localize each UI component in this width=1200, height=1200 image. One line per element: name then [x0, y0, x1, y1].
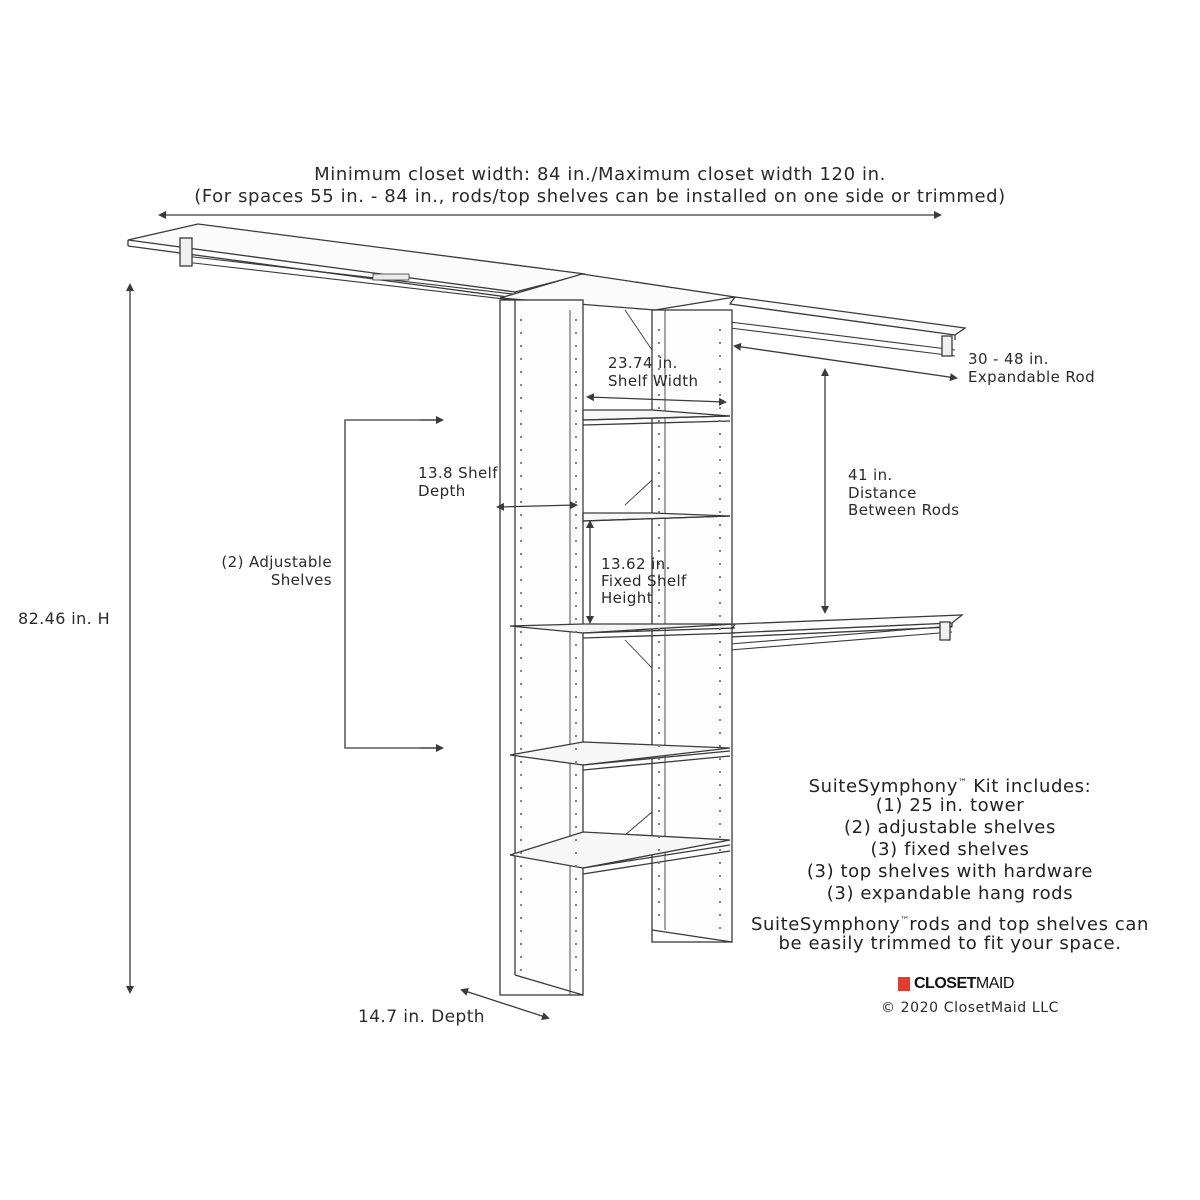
hole-dot	[520, 319, 522, 321]
hole-dot	[658, 849, 660, 851]
hole-dot	[520, 371, 522, 373]
hole-dot	[658, 446, 660, 448]
hole-dot	[658, 823, 660, 825]
hole-dot	[520, 696, 522, 698]
hole-dot	[658, 524, 660, 526]
hole-dot	[520, 501, 522, 503]
hole-dot	[658, 602, 660, 604]
hole-dot	[575, 345, 577, 347]
hole-dot	[658, 511, 660, 513]
hole-dot	[520, 631, 522, 633]
hole-dot	[520, 930, 522, 932]
hole-dot	[658, 706, 660, 708]
hole-dot	[719, 797, 721, 799]
hole-dot	[575, 969, 577, 971]
hole-dot	[658, 641, 660, 643]
hole-dot	[575, 800, 577, 802]
hole-dot	[658, 680, 660, 682]
hole-dot	[520, 800, 522, 802]
hole-dot	[520, 839, 522, 841]
hole-dot	[575, 735, 577, 737]
hole-dot	[575, 917, 577, 919]
hole-dot	[658, 485, 660, 487]
kit-brand-tm: ™	[957, 778, 967, 788]
kit-note-line-1	[740, 911, 1160, 936]
logo-bold: CLOSET	[914, 975, 976, 992]
hole-dot	[575, 878, 577, 880]
hole-dot	[520, 449, 522, 451]
hole-dot	[719, 706, 721, 708]
hole-dot	[719, 498, 721, 500]
hole-dot	[520, 683, 522, 685]
hole-dot	[719, 628, 721, 630]
hole-dot	[719, 680, 721, 682]
expandable-rod-value: 30 - 48 in.	[968, 350, 1049, 368]
hole-dot	[658, 628, 660, 630]
hole-dot	[575, 514, 577, 516]
fixed-shelf-height-label-2: Height	[601, 589, 653, 607]
hole-dot	[658, 875, 660, 877]
hole-dot	[658, 407, 660, 409]
hole-dot	[719, 823, 721, 825]
hole-dot	[520, 566, 522, 568]
hole-dot	[520, 852, 522, 854]
hole-dot	[658, 654, 660, 656]
hole-dot	[520, 865, 522, 867]
hole-dot	[520, 423, 522, 425]
hole-dot	[719, 927, 721, 929]
hole-dot	[575, 891, 577, 893]
hole-dot	[575, 956, 577, 958]
hole-dot	[719, 472, 721, 474]
hole-dot	[575, 332, 577, 334]
hole-dot	[719, 888, 721, 890]
hole-dot	[575, 579, 577, 581]
hole-dot	[658, 693, 660, 695]
hole-dot	[658, 498, 660, 500]
hole-dot	[520, 514, 522, 516]
hole-dot	[658, 433, 660, 435]
hole-dot	[575, 371, 577, 373]
kit-item: (2) adjustable shelves	[844, 817, 1056, 838]
kit-item: (3) top shelves with hardware	[806, 861, 1094, 882]
hole-dot	[719, 537, 721, 539]
hole-dot	[575, 709, 577, 711]
hole-dot	[575, 605, 577, 607]
hole-dot	[658, 771, 660, 773]
hole-dot	[719, 862, 721, 864]
depth-label: 14.7 in. Depth	[358, 1007, 485, 1027]
hole-dot	[719, 875, 721, 877]
shelf-width-value: 23.74 in.	[608, 354, 678, 372]
hole-dot	[520, 891, 522, 893]
hole-dot	[658, 758, 660, 760]
shelf-depth-label: Depth	[418, 482, 466, 500]
hole-dot	[719, 810, 721, 812]
expandable-rod-label: Expandable Rod	[968, 368, 1096, 386]
hole-dot	[520, 761, 522, 763]
hole-dot	[520, 553, 522, 555]
hole-dot	[575, 787, 577, 789]
hole-dot	[719, 693, 721, 695]
hole-dot	[719, 433, 721, 435]
hole-dot	[520, 735, 522, 737]
rod-distance-value: 41 in.	[848, 466, 893, 484]
hole-dot	[575, 358, 577, 360]
hole-dot	[658, 745, 660, 747]
hole-dot	[575, 436, 577, 438]
hole-dot	[575, 553, 577, 555]
hole-dot	[520, 813, 522, 815]
hole-dot	[658, 420, 660, 422]
hole-dot	[575, 722, 577, 724]
hole-dot	[575, 475, 577, 477]
hole-dot	[719, 524, 721, 526]
hole-dot	[520, 787, 522, 789]
adjustable-shelves-label-2: Shelves	[270, 571, 332, 589]
right-top-shelf	[730, 297, 965, 356]
hole-dot	[719, 849, 721, 851]
hole-dot	[520, 384, 522, 386]
kit-note-suffix: rods and top shelves can	[909, 914, 1150, 935]
hole-dot	[520, 527, 522, 529]
hole-dot	[520, 969, 522, 971]
hole-dot	[719, 836, 721, 838]
right-lower-shelf	[730, 615, 962, 650]
hole-dot	[520, 605, 522, 607]
hole-dot	[719, 368, 721, 370]
hole-dot	[520, 436, 522, 438]
height-label: 82.46 in. H	[18, 609, 111, 628]
shelf-depth-value: 13.8 Shelf	[418, 464, 498, 482]
hole-dot	[575, 566, 577, 568]
hole-dot	[719, 563, 721, 565]
hole-dot	[658, 797, 660, 799]
hole-dot	[719, 407, 721, 409]
hole-dot	[575, 462, 577, 464]
hole-dot	[719, 732, 721, 734]
hole-dot	[520, 917, 522, 919]
hole-dot	[719, 459, 721, 461]
hole-dot	[520, 397, 522, 399]
hole-dot	[575, 527, 577, 529]
hole-dot	[520, 592, 522, 594]
hole-dot	[658, 914, 660, 916]
shelf-width-label: Shelf Width	[608, 372, 699, 390]
hole-dot	[575, 540, 577, 542]
hole-dot	[520, 826, 522, 828]
hole-dot	[575, 657, 577, 659]
hole-dot	[719, 589, 721, 591]
hole-dot	[658, 459, 660, 461]
hole-dot	[719, 355, 721, 357]
hole-dot	[658, 472, 660, 474]
hole-dot	[658, 732, 660, 734]
hole-dot	[719, 342, 721, 344]
hole-dot	[520, 709, 522, 711]
hole-dot	[575, 319, 577, 321]
hole-dot	[575, 696, 577, 698]
hole-dot	[575, 683, 577, 685]
hole-dot	[658, 719, 660, 721]
hole-dot	[719, 771, 721, 773]
hole-dot	[658, 784, 660, 786]
kit-note-line-2: be easily trimmed to fit your space.	[778, 933, 1122, 954]
kit-title	[740, 773, 1160, 798]
hole-dot	[658, 810, 660, 812]
hole-dot	[575, 839, 577, 841]
hole-dot	[658, 836, 660, 838]
closetmaid-logo	[898, 974, 1014, 994]
hole-dot	[520, 878, 522, 880]
kit-brand: SuiteSymphony	[808, 776, 958, 797]
hole-dot	[520, 748, 522, 750]
hole-dot	[575, 410, 577, 412]
hole-dot	[719, 485, 721, 487]
hole-dot	[719, 758, 721, 760]
hole-dot	[520, 579, 522, 581]
hole-dot	[719, 394, 721, 396]
hole-dot	[575, 423, 577, 425]
hole-dot	[575, 774, 577, 776]
hole-dot	[658, 615, 660, 617]
hole-dot	[658, 667, 660, 669]
rod-distance-label: Distance	[848, 484, 917, 502]
rod-distance-label-2: Between Rods	[848, 501, 960, 519]
hole-dot	[575, 592, 577, 594]
hole-dot	[520, 670, 522, 672]
hole-dot	[520, 462, 522, 464]
fixed-shelf-height-label: Fixed Shelf	[601, 572, 687, 590]
hole-dot	[575, 930, 577, 932]
kit-item: (1) 25 in. tower	[875, 795, 1025, 816]
hole-dot	[719, 602, 721, 604]
hole-dot	[575, 865, 577, 867]
hole-dot	[719, 329, 721, 331]
hole-dot	[520, 410, 522, 412]
hole-dot	[719, 615, 721, 617]
hole-dot	[719, 446, 721, 448]
tower-left-panel	[500, 300, 583, 995]
hole-dot	[575, 618, 577, 620]
hole-dot	[520, 488, 522, 490]
kit-item: (3) fixed shelves	[870, 839, 1030, 860]
fixed-shelf-height-value: 13.62 in.	[601, 555, 671, 573]
hole-dot	[658, 394, 660, 396]
hole-dot	[575, 631, 577, 633]
hole-dot	[520, 722, 522, 724]
hole-dot	[719, 667, 721, 669]
kit-note-tm: ™	[900, 916, 910, 926]
hole-dot	[719, 719, 721, 721]
hole-dot	[575, 826, 577, 828]
hole-dot	[719, 745, 721, 747]
hole-dot	[520, 774, 522, 776]
hole-dot	[520, 540, 522, 542]
logo-wordmark	[914, 975, 1014, 993]
hole-dot	[575, 943, 577, 945]
hole-dot	[575, 488, 577, 490]
hole-dot	[658, 329, 660, 331]
hole-dot	[575, 384, 577, 386]
hole-dot	[575, 397, 577, 399]
hole-dot	[575, 748, 577, 750]
copyright: © 2020 ClosetMaid LLC	[880, 1000, 1060, 1016]
hole-dot	[658, 550, 660, 552]
hole-dot	[719, 550, 721, 552]
hole-dot	[719, 511, 721, 513]
hole-dot	[719, 641, 721, 643]
expandable-rod-arrow	[735, 346, 956, 378]
hole-dot	[575, 501, 577, 503]
hole-dot	[520, 657, 522, 659]
logo-light: MAID	[975, 975, 1014, 992]
logo-red-square	[898, 977, 910, 991]
hole-dot	[520, 358, 522, 360]
header-spaces-note: (For spaces 55 in. - 84 in., rods/top shelves can be installed on one side or trimmed)	[194, 186, 1006, 207]
hole-dot	[520, 904, 522, 906]
hole-dot	[658, 537, 660, 539]
hole-dot	[658, 901, 660, 903]
hole-dot	[575, 644, 577, 646]
hole-dot	[575, 449, 577, 451]
header-width-line: Minimum closet width: 84 in./Maximum closet width 120 in.	[314, 164, 886, 185]
hole-dot	[719, 914, 721, 916]
hole-dot	[719, 784, 721, 786]
hole-dot	[719, 420, 721, 422]
hole-dot	[575, 761, 577, 763]
hole-dot	[520, 956, 522, 958]
hole-dot	[658, 862, 660, 864]
kit-note-brand: SuiteSymphony	[750, 914, 901, 935]
hole-dot	[575, 904, 577, 906]
hole-dot	[520, 644, 522, 646]
kit-title-suffix: Kit includes:	[966, 776, 1092, 797]
hole-dot	[719, 576, 721, 578]
hole-dot	[520, 345, 522, 347]
adjustable-shelves-label-1: (2) Adjustable	[221, 553, 332, 571]
kit-item: (3) expandable hang rods	[826, 883, 1074, 904]
hole-dot	[520, 332, 522, 334]
hole-dot	[719, 901, 721, 903]
hole-dot	[719, 654, 721, 656]
hole-dot	[719, 381, 721, 383]
hole-dot	[575, 852, 577, 854]
hole-dot	[520, 475, 522, 477]
hole-dot	[575, 670, 577, 672]
hole-dot	[658, 888, 660, 890]
hole-dot	[520, 618, 522, 620]
hole-dot	[520, 943, 522, 945]
hole-dot	[658, 342, 660, 344]
hole-dot	[575, 813, 577, 815]
